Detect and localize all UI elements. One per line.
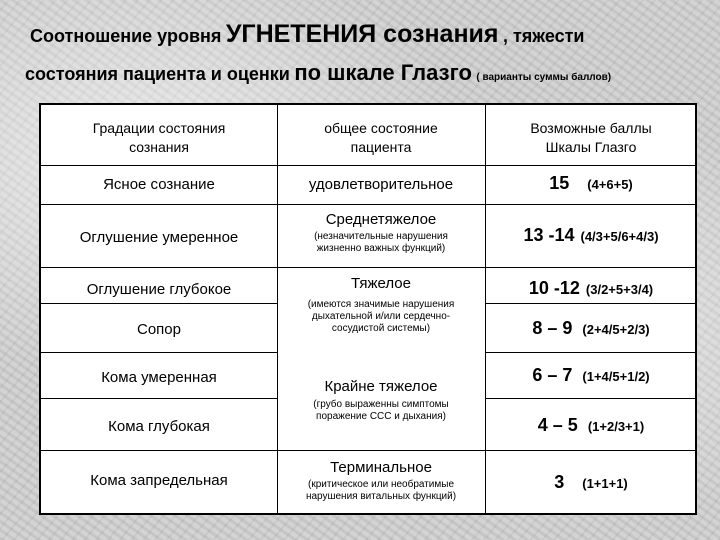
level-cell: Кома умеренная [101,369,217,386]
row-divider [41,450,695,451]
score-cell: 15 (4+6+5) [549,173,633,193]
header-score: Возможные баллы Шкалы Глазго [530,120,652,155]
title-text: Соотношение уровня [30,26,222,46]
level-cell: Ясное сознание [103,176,215,193]
state-cell: Крайне тяжелое (грубо выраженны симптомы поражение ССС и дыхания) [313,378,449,422]
state-cell: Терминальное (критическое или необратимые нарушения витальных функций) [305,459,457,502]
title-line-2 [25,60,715,86]
row-divider [485,303,695,304]
score-cell: 6 – 7 (1+4/5+1/2) [532,365,650,385]
level-cell: Кома глубокая [108,418,210,435]
state-cell: Среднетяжелое (незначительные нарушения жизненно важных функций) [314,211,448,254]
row-divider [41,303,277,304]
title-note: ( варианты суммы баллов) [476,72,612,83]
row-divider [485,352,695,353]
level-cell: Оглушение умеренное [79,229,239,246]
header-levels: Градации состояния сознания [92,120,226,155]
column-divider [485,105,486,513]
score-cell: 13 -14 (4/3+5/6+4/3) [523,225,659,245]
row-divider [485,398,695,399]
row-divider [41,204,695,205]
glasgow-table [39,103,697,515]
score-cell: 3 (1+1+1) [554,472,628,492]
level-cell: Кома запредельная [90,472,228,489]
title-highlight: УГНЕТЕНИЯ сознания [225,20,499,48]
row-divider [41,398,277,399]
row-divider [41,352,277,353]
row-divider [41,267,695,268]
score-cell: 8 – 9 (2+4/5+2/3) [532,318,650,338]
score-cell: 4 – 5 (1+2/3+1) [537,415,645,435]
title-text: состояния пациента и оценки [25,64,290,84]
score-cell: 10 -12 (3/2+5+3/4) [528,278,654,298]
state-cell: Тяжелое (имеются значимые нарушения дыхательной и/или сердечно- сосудистой системы) [307,275,455,334]
level-cell: Сопор [137,321,181,338]
state-cell: удовлетворительное [308,176,454,193]
title-highlight: по шкале Глазго [294,60,472,85]
header-divider [41,165,695,166]
level-cell: Оглушение глубокое [86,281,232,298]
header-state: общее состояние пациента [324,120,438,155]
title-text: , тяжести [502,26,585,46]
title-line-1 [30,20,700,49]
